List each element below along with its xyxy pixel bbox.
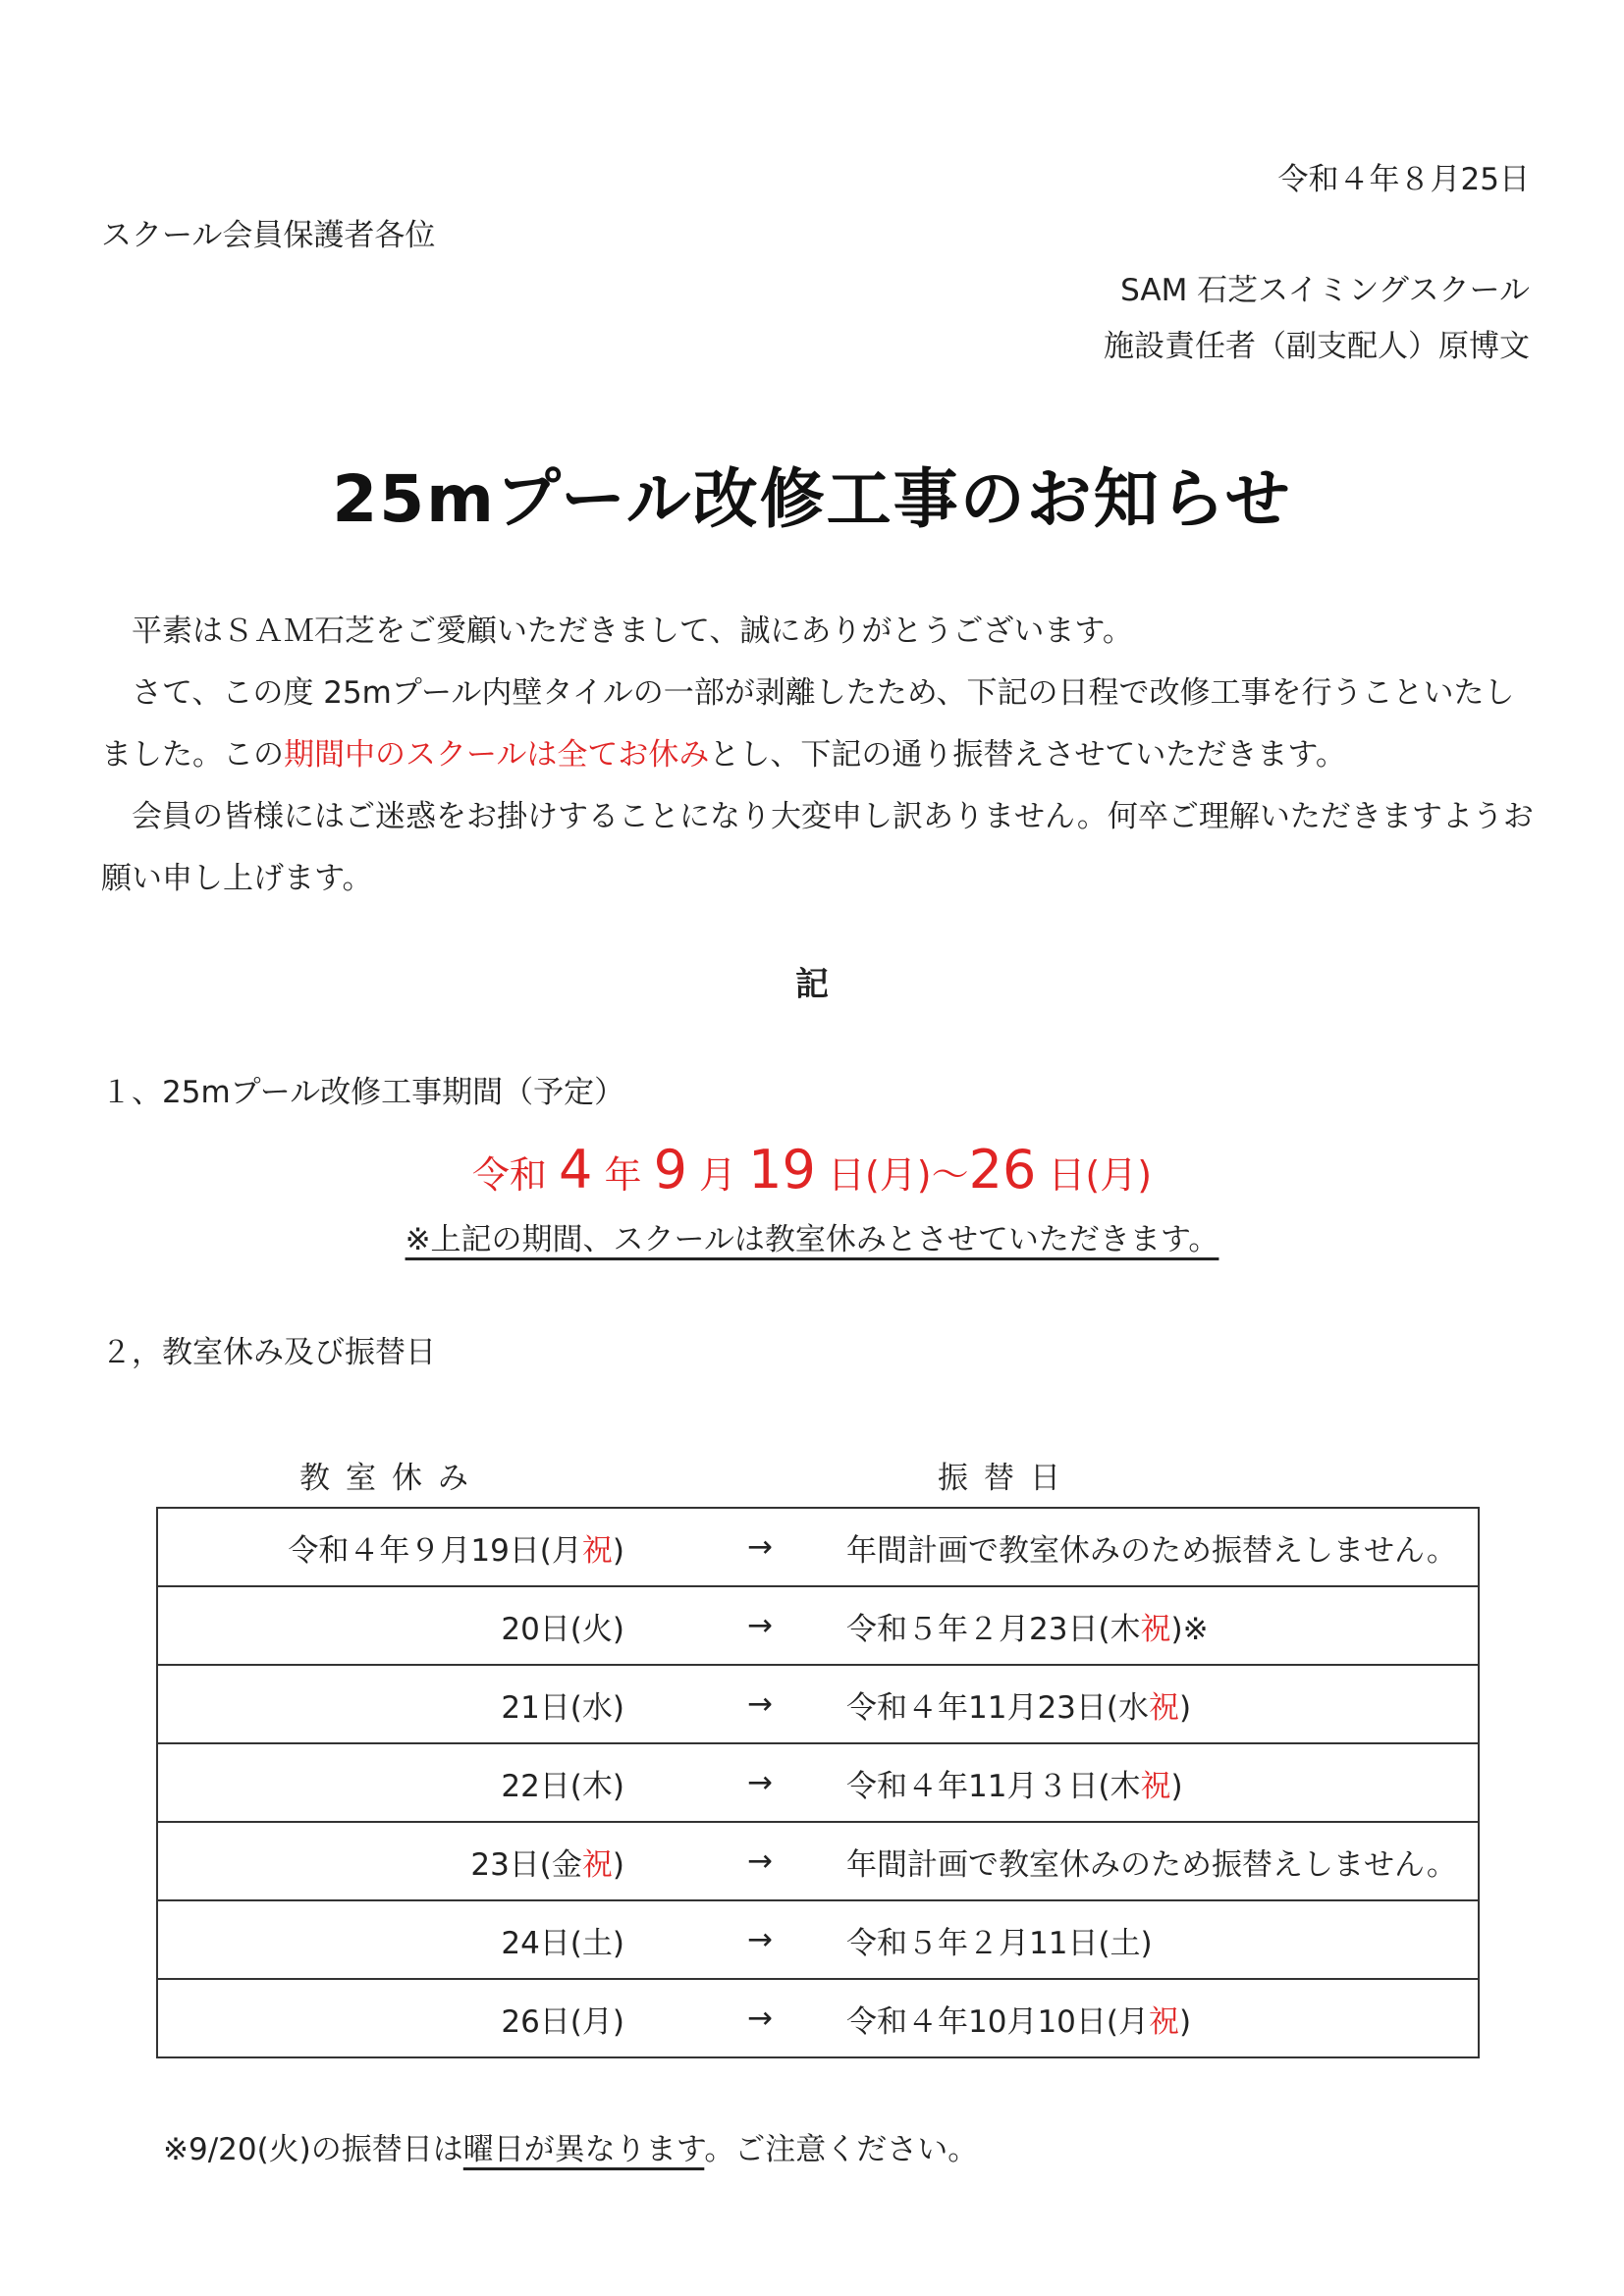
announcement-text-2: とし、下記の通り振替えさせていただきます。 (709, 737, 1346, 773)
substitute-date: 令和５年２月23日(木 (846, 1611, 1141, 1647)
rest-holiday-mark: 祝 (581, 1846, 613, 1883)
rest-date: 23日(金 (470, 1846, 582, 1883)
rest-holiday-mark: 祝 (581, 1532, 613, 1569)
period-start-unit: 日(月)～ (827, 1153, 969, 1197)
rest-date: 令和４年９月19日(月 (288, 1532, 582, 1569)
footer-note-emphasis: 曜日が異なります (462, 2132, 705, 2167)
paragraph-greeting: 平素はＳＡＭ石芝をご愛顧いただきまして、誠にありがとうございます。 (132, 614, 1133, 649)
rest-date-cell (157, 1665, 711, 1743)
section1-note: ※上記の期間、スクールは教室休みとさせていただきます。 (405, 1222, 1219, 1257)
schedule-table (156, 1507, 1480, 2058)
substitute-date-end: )※ (1170, 1611, 1209, 1647)
arrow-cell (711, 1822, 809, 1900)
notice-date: 令和４年８月25日 (1277, 162, 1530, 197)
rest-date-cell (157, 1586, 711, 1665)
construction-period (0, 1139, 1624, 1201)
substitute-date: 令和５年２月11日(土) (846, 1925, 1153, 1961)
period-year: 4 (559, 1139, 593, 1201)
substitute-date: 年間計画で教室休みのため振替えしません。 (846, 1846, 1457, 1883)
rest-date-cell (157, 1979, 711, 2057)
schedule-table-body (157, 1508, 1479, 2057)
section1-note-wrap (0, 1220, 1624, 1259)
arrow-icon: → (747, 1765, 773, 1800)
substitute-date-cell (809, 1822, 1479, 1900)
arrow-icon: → (747, 2001, 773, 2036)
rest-date-end: ) (612, 1532, 624, 1569)
rest-date-cell (157, 1900, 711, 1979)
table-row (157, 1900, 1479, 1979)
substitute-date-end: ) (1179, 2003, 1192, 2040)
period-year-unit: 年 (604, 1153, 642, 1197)
column-header-rest: 教室休み (299, 1461, 484, 1496)
period-month: 9 (653, 1139, 687, 1201)
table-row (157, 1979, 1479, 2057)
closure-highlight: 期間中のスクールは全てお休み (284, 737, 710, 773)
period-end-unit: 日(月) (1048, 1153, 1153, 1197)
table-row (157, 1586, 1479, 1665)
sender-person: 施設責任者（副支配人）原博文 (1104, 329, 1530, 364)
recipient: スクール会員保護者各位 (101, 218, 436, 253)
substitute-date-cell (809, 1979, 1479, 2057)
table-row (157, 1743, 1479, 1822)
body-text (101, 601, 1535, 910)
period-end-day: 26 (968, 1139, 1037, 1201)
arrow-cell (711, 1743, 809, 1822)
page-title: 25mプール改修工事のお知らせ (332, 461, 1292, 537)
substitute-holiday-mark: 祝 (1140, 1768, 1171, 1804)
section1-heading: １、25mプール改修工事期間（予定） (101, 1075, 625, 1110)
period-era: 令和 (471, 1153, 547, 1197)
period-month-unit: 月 (699, 1153, 737, 1197)
rest-date-cell (157, 1822, 711, 1900)
substitute-date-cell (809, 1586, 1479, 1665)
period-start-day: 19 (748, 1139, 816, 1201)
paragraph-apology: 会員の皆様にはご迷惑をお掛けすることになり大変申し訳ありません。何卒ご理解いただきますようお願い申し上げます。 (101, 799, 1534, 896)
arrow-icon: → (747, 1686, 773, 1722)
ki-heading: 記 (795, 965, 829, 1004)
arrow-cell (711, 1900, 809, 1979)
substitute-holiday-mark: 祝 (1149, 1689, 1179, 1726)
rest-date: 20日(火) (501, 1611, 624, 1647)
arrow-icon: → (747, 1922, 773, 1957)
substitute-date-cell (809, 1743, 1479, 1822)
table-row (157, 1665, 1479, 1743)
substitute-date-cell (809, 1900, 1479, 1979)
substitute-date: 令和４年11月３日(木 (846, 1768, 1141, 1804)
rest-date: 21日(水) (501, 1689, 624, 1726)
substitute-holiday-mark: 祝 (1149, 2003, 1179, 2040)
substitute-date: 令和４年11月23日(水 (846, 1689, 1149, 1726)
rest-date: 24日(土) (501, 1925, 624, 1961)
rest-date-end: ) (612, 1846, 624, 1883)
arrow-cell (711, 1665, 809, 1743)
table-row (157, 1822, 1479, 1900)
substitute-holiday-mark: 祝 (1140, 1611, 1171, 1647)
rest-date-cell (157, 1508, 711, 1586)
substitute-date-end: ) (1179, 1689, 1192, 1726)
arrow-cell (711, 1979, 809, 2057)
paragraph-announcement (101, 663, 1535, 786)
rest-date-cell (157, 1743, 711, 1822)
arrow-icon: → (747, 1843, 773, 1879)
announcement-text-1: さて、この度 25mプール内壁タイルの一部が剥離したため、下記の日程で改修工事を行うこといたしました。この (101, 675, 1515, 773)
footer-note-text-1: ※9/20(火)の振替日は (163, 2132, 463, 2167)
footer-note (163, 2130, 978, 2169)
substitute-date-end: ) (1170, 1768, 1183, 1804)
column-header-substitute: 振替日 (938, 1461, 1076, 1496)
arrow-cell (711, 1508, 809, 1586)
table-row (157, 1508, 1479, 1586)
arrow-icon: → (747, 1529, 773, 1565)
substitute-date-cell (809, 1665, 1479, 1743)
rest-date: 26日(月) (501, 2003, 624, 2040)
substitute-date-cell (809, 1508, 1479, 1586)
arrow-icon: → (747, 1608, 773, 1643)
arrow-cell (711, 1586, 809, 1665)
section2-heading: ２，教室休み及び振替日 (101, 1335, 436, 1370)
sender-organization: SAM 石芝スイミングスクール (1120, 273, 1530, 308)
rest-date: 22日(木) (501, 1768, 624, 1804)
substitute-date: 年間計画で教室休みのため振替えしません。 (846, 1532, 1457, 1569)
footer-note-text-2: 。ご注意ください。 (704, 2132, 979, 2167)
substitute-date: 令和４年10月10日(月 (846, 2003, 1149, 2040)
